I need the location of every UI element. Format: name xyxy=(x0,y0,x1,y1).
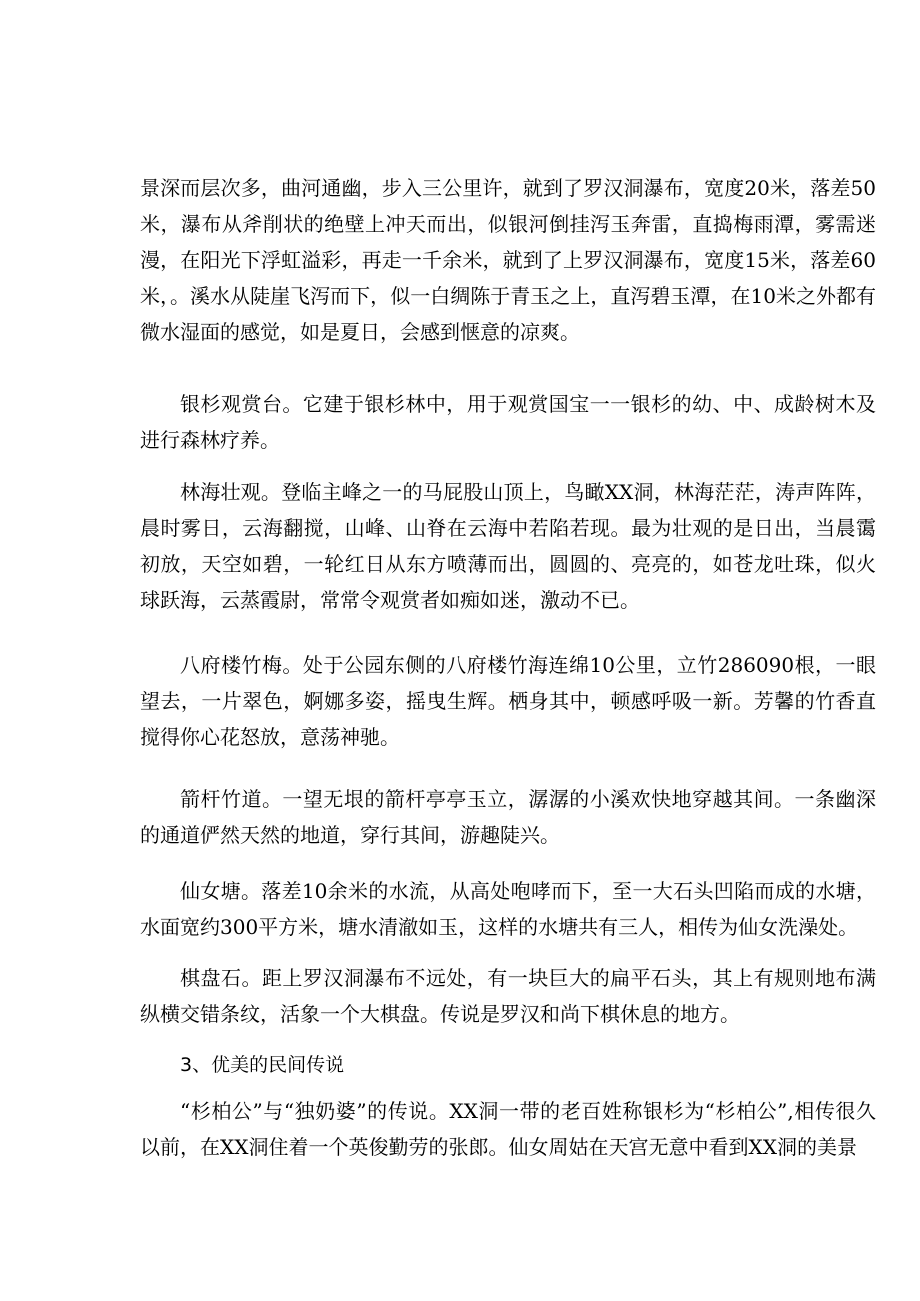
paragraph-arrow-bamboo-path: 箭杆竹道。一望无垠的箭杆亭亭玉立，潺潺的小溪欢快地穿越其间。一条幽深的通道俨然天然的地道，穿行其间，游趣陡兴。 xyxy=(140,787,876,847)
paragraph-luohan-waterfall: 景深而层次多，曲河通幽，步入三公里许，就到了罗汉洞瀑布，宽度20米，落差50米，瀑布从斧削状的绝壁上冲天而出，似银河倒挂泻玉奔雷，直捣梅雨潭，雾需迷漫，在阳光下浮虹溢彩，再走一千余米，就到了上罗汉洞瀑布，宽度15米，落差60米，。溪水从陡崖飞泻而下，似一白绸陈于青玉之上，直泻碧玉潭，在10米之外都有微水湿面的感觉，如是夏日，会感到惬意的凉爽。 xyxy=(140,176,876,344)
paragraph-legend-fir-grandpa: “杉柏公”与“独奶婆”的传说。XX洞一带的老百姓称银杉为“杉柏公”,相传很久以前，在XX洞住着一个英俊勤劳的张郎。仙女周姑在天宫无意中看到XX洞的美景 xyxy=(140,1099,876,1159)
paragraph-chessboard-stone: 棋盘石。距上罗汉洞瀑布不远处，有一块巨大的扁平石头，其上有规则地布满纵横交错条纹，活象一个大棋盘。传说是罗汉和尚下棋休息的地方。 xyxy=(140,966,876,1026)
paragraph-silver-fir-platform: 银杉观赏台。它建于银杉林中，用于观赏国宝一一银杉的幼、中、成龄树木及进行森林疗养。 xyxy=(140,392,876,452)
paragraph-forest-sea: 林海壮观。登临主峰之一的马屁股山顶上，鸟瞰XX洞，林海茫茫，涛声阵阵，晨时雾日，云海翻搅，山峰、山脊在云海中若陷若现。最为壮观的是日出，当晨霭初放，天空如碧，一轮红日从东方喷薄而出，圆圆的、亮亮的，如苍龙吐珠，似火球跃海，云蒸霞尉，常常令观赏者如痴如迷，激动不已。 xyxy=(140,480,876,612)
section-heading-folk-legends: 3、优美的民间传说 xyxy=(180,1054,345,1076)
paragraph-bafulou-bamboo: 八府楼竹梅。处于公园东侧的八府楼竹海连绵10公里，立竹286090根，一眼望去，一片翠色，婀娜多姿，摇曳生辉。栖身其中，顿感呼吸一新。芳馨的竹香直搅得你心花怒放，意荡神驰。 xyxy=(140,653,876,749)
paragraph-fairy-pond: 仙女塘。落差10余米的水流，从高处咆哮而下，至一大石头凹陷而成的水塘，水面宽约300平方米，塘水清澈如玉，这样的水塘共有三人，相传为仙女洗澡处。 xyxy=(140,879,876,939)
